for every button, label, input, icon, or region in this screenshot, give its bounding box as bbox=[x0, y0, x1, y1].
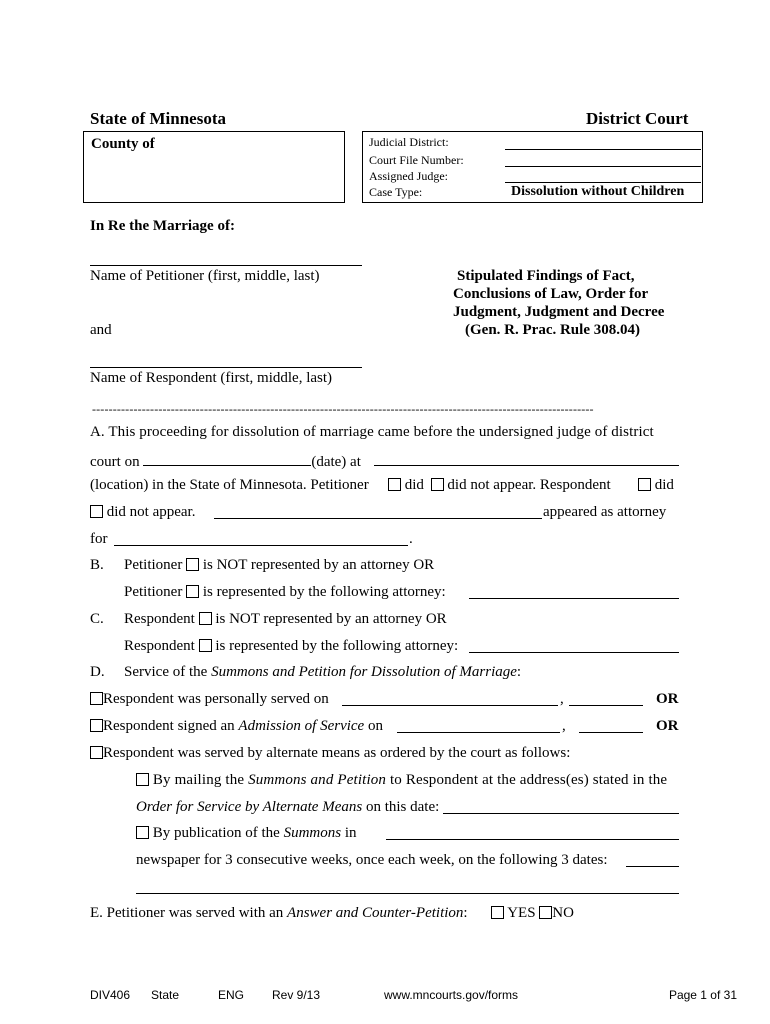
footer-state: State bbox=[151, 988, 180, 1002]
case-type-label: Case Type: bbox=[369, 185, 423, 199]
section-a-line-4 bbox=[90, 504, 195, 521]
section-b-letter: B. bbox=[90, 557, 104, 573]
respondent-label-c2: Respondent bbox=[124, 638, 195, 654]
petitioner-name-field[interactable] bbox=[90, 265, 362, 266]
publication-dates-field[interactable] bbox=[136, 893, 679, 894]
date-at-label: (date) at bbox=[311, 454, 361, 470]
personally-served-date-field[interactable] bbox=[342, 705, 558, 706]
alternate-means-row bbox=[90, 745, 570, 762]
case-info-box bbox=[362, 131, 703, 203]
service-of-label: Service of the bbox=[124, 664, 208, 680]
by-publication-label: By publication of the bbox=[152, 825, 280, 841]
and-label: and bbox=[90, 322, 112, 338]
title-line-2: Conclusions of Law, Order for bbox=[453, 286, 649, 302]
admission-of-service-label: Admission of Service bbox=[238, 718, 365, 734]
court-on-label: court on bbox=[90, 454, 140, 470]
did-not-appear-label-2: did not appear. bbox=[106, 504, 196, 520]
summons-petition-label: Summons and Petition for Dissolution of Marriage bbox=[211, 664, 517, 680]
title-line-1: Stipulated Findings of Fact, bbox=[457, 268, 635, 284]
respondent-represented-checkbox[interactable] bbox=[199, 639, 212, 652]
service-colon: : bbox=[516, 664, 522, 680]
footer-revision: Rev 9/13 bbox=[272, 988, 321, 1002]
section-e-colon: : bbox=[463, 905, 468, 921]
section-e-row bbox=[90, 905, 468, 922]
location-label: (location) in the State of Minnesota. Petitioner bbox=[90, 477, 369, 493]
answer-counter-petition-label: Answer and Counter-Petition bbox=[287, 905, 464, 921]
by-mailing-row bbox=[136, 772, 667, 789]
did-label-2: did bbox=[654, 477, 674, 493]
petitioner-name-label: Name of Petitioner (first, middle, last) bbox=[90, 268, 320, 284]
petitioner-did-checkbox[interactable] bbox=[388, 478, 401, 491]
to-respondent-label: to Respondent at the address(es) stated in the bbox=[389, 772, 668, 788]
summons-italic-label: Summons bbox=[283, 825, 342, 841]
by-mailing-checkbox[interactable] bbox=[136, 773, 149, 786]
admission-on-label: on bbox=[367, 718, 383, 734]
section-c-line-2 bbox=[124, 638, 458, 655]
order-for-service-label: Order for Service by Alternate Means bbox=[136, 799, 363, 815]
footer-url: www.mncourts.gov/forms bbox=[384, 988, 519, 1002]
in-re-label: In Re the Marriage of: bbox=[90, 218, 235, 234]
newspaper-dates-label: newspaper for 3 consecutive weeks, once each week, on the following 3 dates: bbox=[136, 852, 608, 868]
in-label: in bbox=[344, 825, 357, 841]
petitioner-label-b1: Petitioner bbox=[124, 557, 183, 573]
summons-and-petition-label: Summons and Petition bbox=[248, 772, 387, 788]
footer-language: ENG bbox=[218, 988, 245, 1002]
section-c-line-1 bbox=[124, 611, 447, 628]
order-for-service-row bbox=[136, 799, 439, 816]
admission-row bbox=[90, 718, 383, 735]
court-file-number-label: Court File Number: bbox=[369, 153, 464, 167]
hearing-location-field[interactable] bbox=[374, 465, 679, 466]
case-type-value: Dissolution without Children bbox=[511, 184, 685, 199]
admission-date-field[interactable] bbox=[397, 732, 560, 733]
answer-yes-checkbox[interactable] bbox=[491, 906, 504, 919]
signed-admission-label: Respondent signed an bbox=[103, 718, 235, 734]
not-represented-label-c: is NOT represented by an attorney OR bbox=[215, 611, 447, 627]
assigned-judge-field[interactable] bbox=[505, 182, 701, 183]
admission-year-field[interactable] bbox=[579, 732, 643, 733]
hearing-date-field[interactable] bbox=[143, 451, 311, 466]
personally-served-label: Respondent was personally served on bbox=[103, 691, 329, 707]
judicial-district-label: Judicial District: bbox=[369, 135, 449, 149]
petitioner-appearance bbox=[388, 477, 611, 494]
admission-checkbox[interactable] bbox=[90, 719, 103, 732]
county-box[interactable] bbox=[83, 131, 345, 203]
by-mailing-label: By mailing the bbox=[152, 772, 245, 788]
footer-page-number: Page 1 of 31 bbox=[668, 988, 737, 1002]
section-b-line-1 bbox=[124, 557, 434, 574]
personally-served-checkbox[interactable] bbox=[90, 692, 103, 705]
by-publication-row bbox=[136, 825, 357, 842]
alternate-means-label: Respondent was served by alternate means as ordered by the court as follows: bbox=[103, 745, 571, 761]
court-heading: District Court bbox=[586, 109, 689, 128]
or-label-2: OR bbox=[656, 718, 679, 734]
petitioner-label-b2: Petitioner bbox=[124, 584, 183, 600]
respondent-not-represented-checkbox[interactable] bbox=[199, 612, 212, 625]
respondent-did-checkbox[interactable] bbox=[638, 478, 651, 491]
judicial-district-field[interactable] bbox=[505, 149, 701, 150]
petitioner-attorney-field[interactable] bbox=[469, 598, 679, 599]
petitioner-represented-checkbox[interactable] bbox=[186, 585, 199, 598]
personally-served-row bbox=[90, 691, 329, 708]
assigned-judge-label: Assigned Judge: bbox=[369, 169, 448, 183]
dashed-separator: ------------------------------------------------------------------------------------------------------------------------- bbox=[92, 402, 594, 416]
section-d-heading bbox=[124, 664, 521, 681]
respondent-name-label: Name of Respondent (first, middle, last) bbox=[90, 370, 333, 386]
respondent-did-not-checkbox[interactable] bbox=[90, 505, 103, 518]
for-period: . bbox=[409, 531, 413, 547]
did-label: did bbox=[404, 477, 424, 493]
mailing-date-field[interactable] bbox=[443, 813, 679, 814]
did-not-appear-label: did not appear. Respondent bbox=[447, 477, 611, 493]
yes-label: YES bbox=[507, 905, 536, 921]
attorney-name-field[interactable] bbox=[214, 518, 542, 519]
represented-label-c: is represented by the following attorney: bbox=[215, 638, 459, 654]
footer-form-id: DIV406 bbox=[90, 988, 131, 1002]
section-d-letter: D. bbox=[90, 664, 105, 680]
section-b-line-2 bbox=[124, 584, 446, 601]
section-a-line-2 bbox=[90, 451, 361, 471]
petitioner-not-represented-checkbox[interactable] bbox=[186, 558, 199, 571]
alternate-means-checkbox[interactable] bbox=[90, 746, 103, 759]
section-a-intro: A. This proceeding for dissolution of marriage came before the undersigned judge of district bbox=[90, 424, 654, 440]
on-this-date-label: on this date: bbox=[365, 799, 440, 815]
by-publication-checkbox[interactable] bbox=[136, 826, 149, 839]
petitioner-did-not-checkbox[interactable] bbox=[431, 478, 444, 491]
respondent-attorney-field[interactable] bbox=[469, 652, 679, 653]
section-e-options bbox=[491, 905, 574, 922]
respondent-name-field[interactable] bbox=[90, 367, 362, 368]
section-a-line-3 bbox=[90, 477, 369, 494]
admission-comma: , bbox=[562, 718, 566, 734]
respondent-did bbox=[638, 477, 674, 494]
publication-date-1-field[interactable] bbox=[626, 866, 679, 867]
answer-no-checkbox[interactable] bbox=[539, 906, 552, 919]
county-label: County of bbox=[91, 136, 155, 152]
newspaper-name-field[interactable] bbox=[386, 839, 679, 840]
title-line-3: Judgment, Judgment and Decree bbox=[453, 304, 665, 320]
appeared-as-attorney-label: appeared as attorney bbox=[543, 504, 667, 520]
not-represented-label-b: is NOT represented by an attorney OR bbox=[202, 557, 435, 573]
personally-served-year-field[interactable] bbox=[569, 705, 643, 706]
state-heading: State of Minnesota bbox=[90, 109, 226, 128]
no-label: NO bbox=[552, 905, 574, 921]
attorney-for-field[interactable] bbox=[114, 545, 408, 546]
for-label: for bbox=[90, 531, 108, 547]
court-file-number-field[interactable] bbox=[505, 166, 701, 167]
section-c-letter: C. bbox=[90, 611, 104, 627]
represented-label-b: is represented by the following attorney: bbox=[202, 584, 446, 600]
respondent-label-c1: Respondent bbox=[124, 611, 195, 627]
or-label-1: OR bbox=[656, 691, 679, 707]
title-line-4: (Gen. R. Prac. Rule 308.04) bbox=[465, 322, 640, 338]
personally-served-comma: , bbox=[560, 691, 564, 707]
section-e-label: E. Petitioner was served with an bbox=[90, 905, 284, 921]
